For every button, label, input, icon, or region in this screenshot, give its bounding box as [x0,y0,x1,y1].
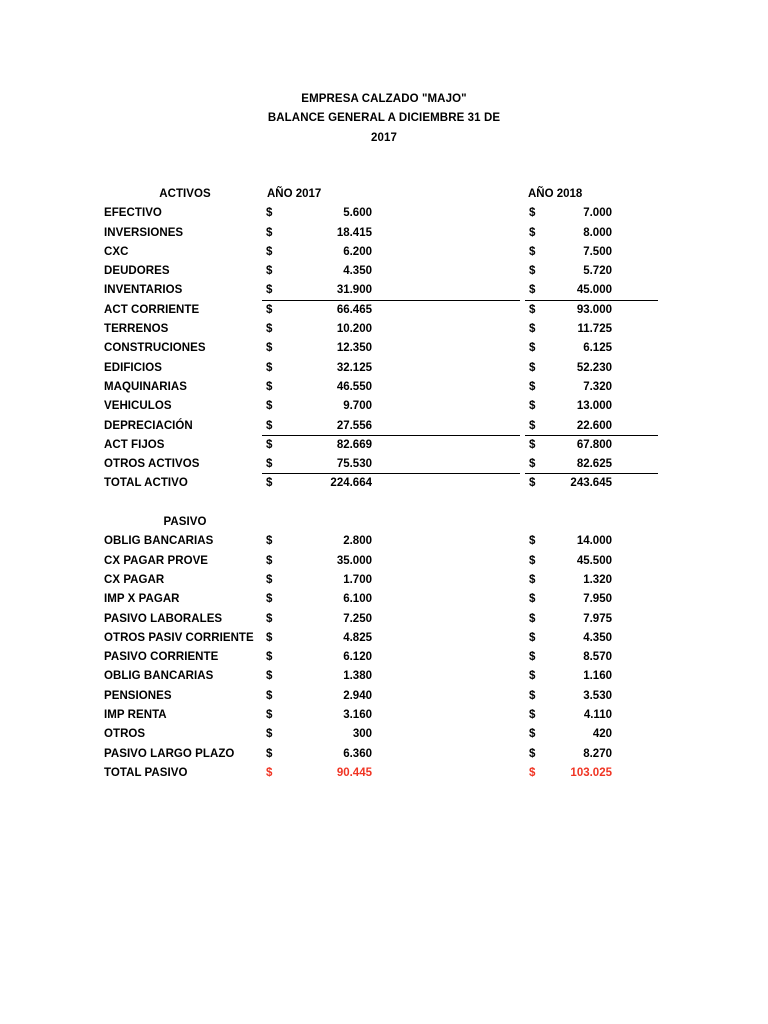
currency-symbol-2017: $ [266,438,273,451]
table-row [0,706,768,725]
table-row [0,320,768,339]
row-label: OBLIG BANCARIAS [104,670,214,683]
value-2018: 82.625 [576,458,612,471]
value-2017: 4.825 [343,631,372,644]
row-label: OBLIG BANCARIAS [104,535,214,548]
title-line-company: EMPRESA CALZADO "MAJO" [301,93,467,105]
currency-symbol-2017: $ [266,477,273,490]
currency-symbol-2017: $ [266,573,273,586]
value-2018: 45.000 [576,284,612,297]
currency-symbol-2018: $ [529,670,536,683]
value-2018: 4.350 [583,631,612,644]
currency-symbol-2018: $ [529,342,536,355]
value-2018: 1.320 [583,573,612,586]
row-label: TERRENOS [104,323,169,336]
value-2017: 7.250 [343,612,372,625]
table-row [0,745,768,764]
row-label: EDIFICIOS [104,361,162,374]
table-row [0,532,768,551]
balance-table [0,185,768,783]
value-2018: 6.125 [583,342,612,355]
currency-symbol-2017: $ [266,670,273,683]
currency-symbol-2018: $ [529,709,536,722]
table-row [0,590,768,609]
row-label: DEUDORES [104,265,170,278]
column-header-year-2017: AÑO 2017 [267,188,322,200]
table-row [0,204,768,223]
currency-symbol-2017: $ [266,400,273,413]
value-2017: 3.160 [343,709,372,722]
currency-symbol-2017: $ [266,245,273,258]
value-2017: 1.700 [343,573,372,586]
value-2018: 7.975 [583,612,612,625]
value-2017: 66.465 [336,303,372,316]
currency-symbol-2018: $ [529,226,536,239]
value-2017: 6.360 [343,747,372,760]
currency-symbol-2018: $ [529,245,536,258]
row-label: PASIVO LABORALES [104,612,223,625]
currency-symbol-2017: $ [266,265,273,278]
currency-symbol-2018: $ [529,284,536,297]
currency-symbol-2018: $ [529,766,536,779]
currency-symbol-2017: $ [266,651,273,664]
table-row [0,436,768,455]
table-row [0,629,768,648]
value-2017: 9.700 [343,400,372,413]
row-label: TOTAL PASIVO [104,766,188,779]
value-2018: 13.000 [576,400,612,413]
currency-symbol-2017: $ [266,709,273,722]
value-2017: 1.380 [343,670,372,683]
currency-symbol-2018: $ [529,380,536,393]
currency-symbol-2017: $ [266,303,273,316]
value-2018: 52.230 [576,361,612,374]
currency-symbol-2018: $ [529,651,536,664]
value-2017: 4.350 [343,265,372,278]
currency-symbol-2017: $ [266,728,273,741]
value-2018: 93.000 [576,303,612,316]
value-2017: 27.556 [336,419,372,432]
value-2018: 8.000 [583,226,612,239]
currency-symbol-2017: $ [266,284,273,297]
value-2017: 224.664 [330,477,372,490]
table-row [0,224,768,243]
row-label: TOTAL ACTIVO [104,477,188,490]
currency-symbol-2017: $ [266,554,273,567]
row-label: PENSIONES [104,689,172,702]
row-label: OTROS PASIV CORRIENTE [104,631,254,644]
row-label: ACT CORRIENTE [104,303,200,316]
row-label: MAQUINARIAS [104,380,187,393]
value-2018: 4.110 [583,709,612,722]
table-row [0,648,768,667]
table-row [0,455,768,474]
table-row [0,417,768,436]
row-label: CX PAGAR PROVE [104,554,209,567]
document-title-block [184,90,584,148]
value-2017: 6.100 [343,593,372,606]
currency-symbol-2017: $ [266,323,273,336]
table-row [0,687,768,706]
table-row [0,667,768,686]
value-2018: 7.950 [583,593,612,606]
value-2018: 7.000 [583,207,612,220]
row-label: DEPRECIACIÓN [104,419,193,432]
value-2017: 35.000 [336,554,372,567]
currency-symbol-2017: $ [266,342,273,355]
table-row [0,725,768,744]
table-row [0,262,768,281]
currency-symbol-2017: $ [266,747,273,760]
value-2018: 1.160 [583,670,612,683]
row-label: VEHICULOS [104,400,172,413]
currency-symbol-2017: $ [266,226,273,239]
value-2017: 5.600 [343,207,372,220]
liabilities-section-heading: PASIVO [163,516,207,529]
value-2017: 12.350 [336,342,372,355]
currency-symbol-2017: $ [266,766,273,779]
currency-symbol-2018: $ [529,458,536,471]
value-2017: 75.530 [336,458,372,471]
currency-symbol-2018: $ [529,728,536,741]
table-row [0,243,768,262]
currency-symbol-2018: $ [529,554,536,567]
currency-symbol-2018: $ [529,419,536,432]
table-row [0,281,768,300]
row-label: OTROS [104,728,146,741]
currency-symbol-2018: $ [529,477,536,490]
value-2017: 31.900 [336,284,372,297]
currency-symbol-2017: $ [266,207,273,220]
currency-symbol-2018: $ [529,747,536,760]
value-2017: 2.800 [343,535,372,548]
value-2018: 7.500 [583,245,612,258]
currency-symbol-2018: $ [529,631,536,644]
table-row [0,397,768,416]
currency-symbol-2018: $ [529,361,536,374]
currency-symbol-2018: $ [529,323,536,336]
value-2018: 7.320 [583,380,612,393]
value-2018: 67.800 [576,438,612,451]
value-2017: 300 [352,728,372,741]
currency-symbol-2017: $ [266,689,273,702]
table-row [0,552,768,571]
currency-symbol-2017: $ [266,380,273,393]
title-line-year: 2017 [371,131,397,144]
value-2018: 5.720 [583,265,612,278]
row-label: IMP RENTA [104,709,167,722]
row-label: CONSTRUCIONES [104,342,206,355]
table-row [0,339,768,358]
currency-symbol-2018: $ [529,303,536,316]
currency-symbol-2018: $ [529,438,536,451]
row-label: INVERSIONES [104,226,184,239]
table-row [0,610,768,629]
value-2018: 420 [592,728,612,741]
value-2018: 8.570 [583,651,612,664]
row-label: PASIVO CORRIENTE [104,651,219,664]
column-header-year-2018: AÑO 2018 [528,188,583,200]
currency-symbol-2018: $ [529,612,536,625]
row-label: EFECTIVO [104,207,162,220]
row-label: OTROS ACTIVOS [104,458,200,471]
currency-symbol-2017: $ [266,419,273,432]
value-2018: 45.500 [576,554,612,567]
value-2017: 90.445 [336,766,372,779]
value-2017: 10.200 [336,323,372,336]
currency-symbol-2017: $ [266,593,273,606]
table-header-row [0,185,768,204]
value-2018: 243.645 [570,477,612,490]
row-label: ACT FIJOS [104,438,165,451]
title-line-statement: BALANCE GENERAL A DICIEMBRE 31 DE [267,112,501,125]
currency-symbol-2017: $ [266,458,273,471]
currency-symbol-2018: $ [529,535,536,548]
liabilities-header-row [0,513,768,532]
row-label: IMP X PAGAR [104,593,180,606]
table-row [0,301,768,320]
row-label: CX PAGAR [104,573,165,586]
currency-symbol-2017: $ [266,535,273,548]
currency-symbol-2017: $ [266,631,273,644]
value-2018: 22.600 [576,419,612,432]
table-row [0,474,768,493]
table-row [0,359,768,378]
value-2018: 14.000 [576,535,612,548]
table-row [0,378,768,397]
value-2017: 82.669 [336,438,372,451]
row-label: INVENTARIOS [104,284,183,297]
section-spacer [0,494,768,513]
currency-symbol-2018: $ [529,593,536,606]
currency-symbol-2017: $ [266,361,273,374]
table-row [0,571,768,590]
currency-symbol-2018: $ [529,689,536,702]
table-row [0,764,768,783]
value-2018: 103.025 [570,766,612,779]
value-2017: 32.125 [336,361,372,374]
currency-symbol-2018: $ [529,573,536,586]
value-2017: 18.415 [336,226,372,239]
currency-symbol-2018: $ [529,265,536,278]
value-2018: 3.530 [583,689,612,702]
value-2018: 8.270 [583,747,612,760]
value-2017: 2.940 [343,689,372,702]
value-2017: 46.550 [336,380,372,393]
currency-symbol-2018: $ [529,400,536,413]
currency-symbol-2017: $ [266,612,273,625]
row-label: CXC [104,245,129,258]
row-label: PASIVO LARGO PLAZO [104,747,235,760]
value-2017: 6.120 [343,651,372,664]
assets-section-heading: ACTIVOS [159,188,211,200]
value-2018: 11.725 [577,323,612,336]
currency-symbol-2018: $ [529,207,536,220]
value-2017: 6.200 [343,245,372,258]
